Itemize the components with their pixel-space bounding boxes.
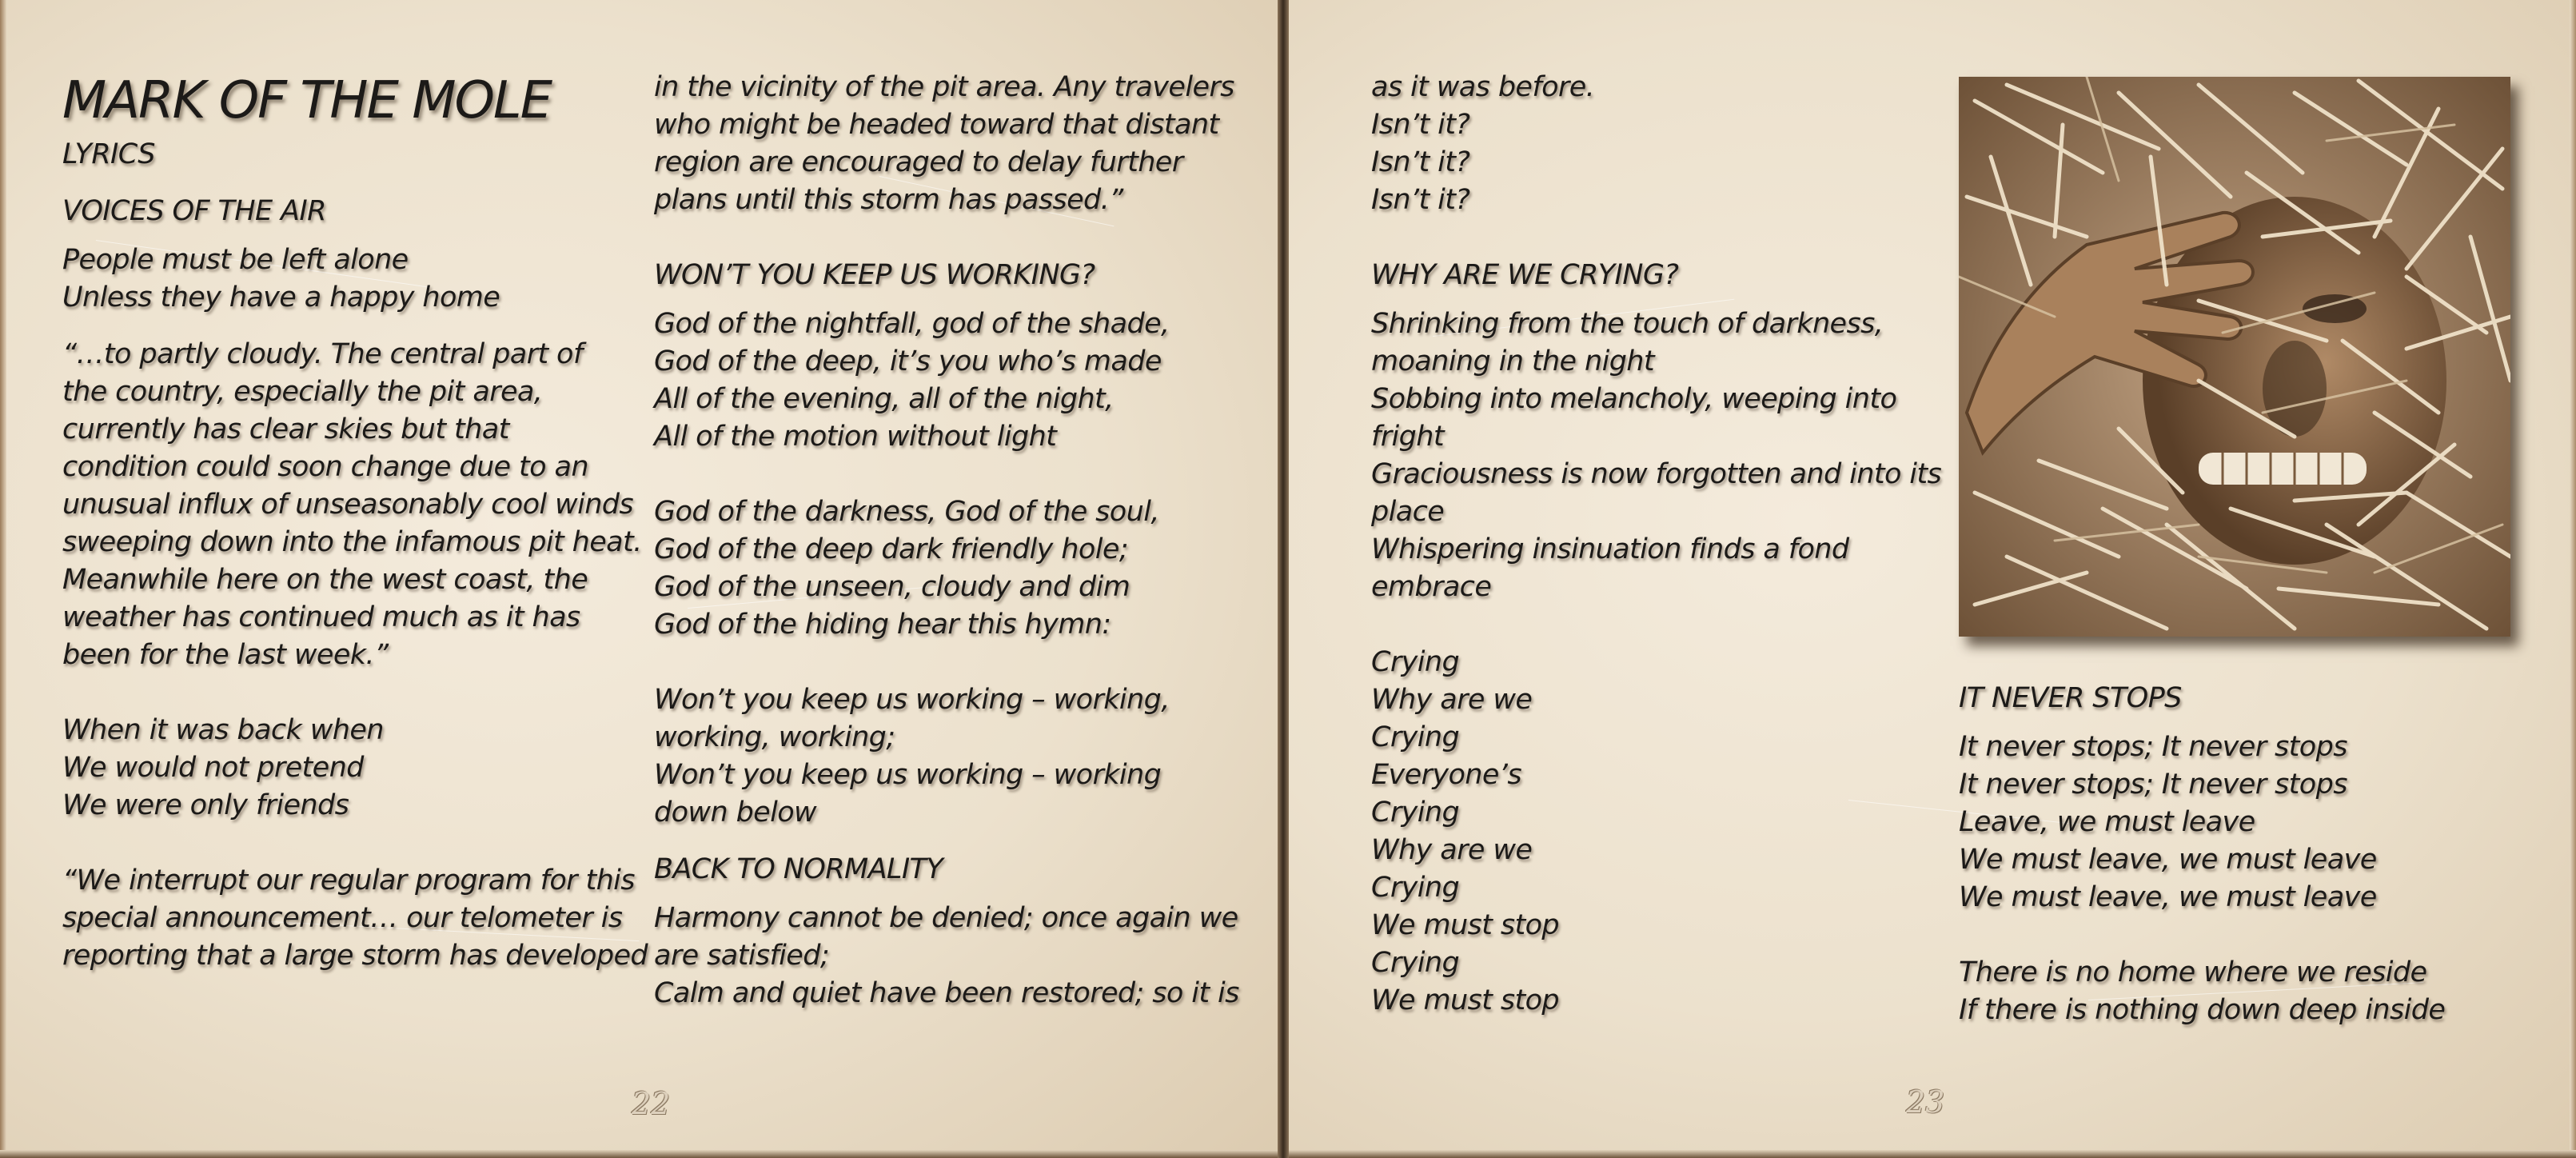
lyric-line: We must leave, we must leave: [1959, 881, 2377, 913]
lyric-line: God of the hiding hear this hymn:: [654, 609, 1111, 641]
lyric-line: Leave, we must leave: [1959, 806, 2255, 838]
sepia-photo-face-in-matchsticks: [1959, 77, 2510, 637]
right-column-1: [1371, 69, 1941, 1020]
page-edge: [0, 1150, 1278, 1158]
lyric-line: Crying: [1371, 947, 1460, 979]
lyric-line: Sobbing into melancholy, weeping into: [1371, 383, 1897, 415]
lyric-line: in the vicinity of the pit area. Any travelers: [654, 71, 1234, 103]
left-column-2: [654, 69, 1239, 1012]
lyric-line: Whispering insinuation finds a fond: [1371, 533, 1849, 565]
lyric-line: who might be headed toward that distant: [654, 109, 1219, 141]
lyric-line: down below: [654, 797, 817, 829]
song-heading: IT NEVER STOPS: [1959, 682, 2182, 714]
lyric-line: “We interrupt our regular program for this: [62, 865, 635, 896]
lyric-line: reporting that a large storm has developed: [62, 940, 648, 972]
lyric-line: Won’t you keep us working – working: [654, 759, 1162, 791]
lyric-line: unusual influx of unseasonably cool winds: [62, 489, 634, 521]
lyric-line: People must be left alone: [62, 244, 409, 276]
lyric-line: condition could soon change due to an: [62, 451, 588, 483]
lyric-line: God of the deep dark friendly hole;: [654, 533, 1128, 565]
lyric-line: Crying: [1371, 646, 1460, 678]
lyric-line: When it was back when: [62, 714, 384, 746]
song-heading: WHY ARE WE CRYING?: [1371, 259, 1679, 291]
lyric-line: “…to partly cloudy. The central part of: [62, 338, 583, 370]
page-edge: [1289, 1150, 2576, 1158]
lyric-line: Why are we: [1371, 834, 1533, 866]
lyric-line: Crying: [1371, 797, 1460, 829]
lyric-line: Isn’t it?: [1371, 184, 1470, 216]
lyric-line: If there is nothing down deep inside: [1959, 994, 2446, 1026]
lyric-line: There is no home where we reside: [1959, 956, 2427, 988]
lyric-line: God of the nightfall, god of the shade,: [654, 308, 1170, 340]
lyric-line: Isn’t it?: [1371, 146, 1470, 178]
lyric-line: been for the last week.”: [62, 639, 389, 671]
lyric-line: Won’t you keep us working – working,: [654, 684, 1170, 716]
page-number: 22: [632, 1086, 671, 1121]
lyric-line: Unless they have a happy home: [62, 282, 500, 313]
lyric-line: sweeping down into the infamous pit heat.: [62, 526, 642, 558]
lyric-line: region are encouraged to delay further: [654, 146, 1183, 178]
page-edge: [0, 0, 6, 1158]
song-heading: BACK TO NORMALITY: [654, 853, 943, 885]
lyric-line: Calm and quiet have been restored; so it is: [654, 977, 1239, 1009]
page-number: 23: [1906, 1084, 1945, 1120]
lyric-line: Graciousness is now forgotten and into its: [1371, 458, 1942, 490]
lyric-line: We must leave, we must leave: [1959, 844, 2377, 876]
lyric-line: the country, especially the pit area,: [62, 376, 543, 408]
lyric-line: special announcement… our telometer is: [62, 902, 623, 934]
lyric-line: moaning in the night: [1371, 345, 1655, 377]
photo-illustration: [1959, 77, 2510, 637]
lyric-line: God of the deep, it’s you who’s made: [654, 345, 1162, 377]
lyric-line: Shrinking from the touch of darkness,: [1371, 308, 1884, 340]
lyric-line: are satisfied;: [654, 940, 830, 972]
page-edge: [2570, 0, 2576, 1158]
booklet-gutter: [1278, 0, 1289, 1158]
lyric-line: plans until this storm has passed.”: [654, 184, 1123, 216]
lyric-line: It never stops; It never stops: [1959, 731, 2347, 763]
lyric-line: Harmony cannot be denied; once again we: [654, 902, 1238, 934]
section-subtitle: LYRICS: [62, 138, 155, 170]
lyric-line: All of the evening, all of the night,: [654, 383, 1114, 415]
lyric-line: currently has clear skies but that: [62, 413, 509, 445]
lyric-line: We must stop: [1371, 984, 1560, 1016]
lyric-line: Why are we: [1371, 684, 1533, 716]
lyric-line: God of the darkness, God of the soul,: [654, 496, 1159, 528]
lyric-line: We would not pretend: [62, 752, 364, 784]
lyric-line: Crying: [1371, 721, 1460, 753]
right-column-2: [1959, 680, 2445, 1029]
left-page: [0, 0, 1278, 1158]
lyric-line: place: [1371, 496, 1445, 528]
lyric-line: fright: [1371, 421, 1444, 453]
lyric-line: It never stops; It never stops: [1959, 769, 2347, 801]
lyric-line: weather has continued much as it has: [62, 601, 580, 633]
lyric-line: as it was before.: [1371, 71, 1595, 103]
lyric-line: God of the unseen, cloudy and dim: [654, 571, 1130, 603]
left-column-1: [62, 69, 648, 975]
lyric-line: Crying: [1371, 872, 1460, 904]
album-title: MARK OF THE MOLE: [62, 71, 551, 130]
lyric-line: Isn’t it?: [1371, 109, 1470, 141]
lyric-line: working, working;: [654, 721, 895, 753]
lyric-line: We must stop: [1371, 909, 1560, 941]
lyric-line: Meanwhile here on the west coast, the: [62, 564, 588, 596]
lyric-line: We were only friends: [62, 789, 349, 821]
lyric-line: Everyone’s: [1371, 759, 1521, 791]
song-heading: VOICES OF THE AIR: [62, 195, 326, 227]
lyric-line: All of the motion without light: [654, 421, 1057, 453]
song-heading: WON’T YOU KEEP US WORKING?: [654, 259, 1095, 291]
lyric-line: embrace: [1371, 571, 1492, 603]
